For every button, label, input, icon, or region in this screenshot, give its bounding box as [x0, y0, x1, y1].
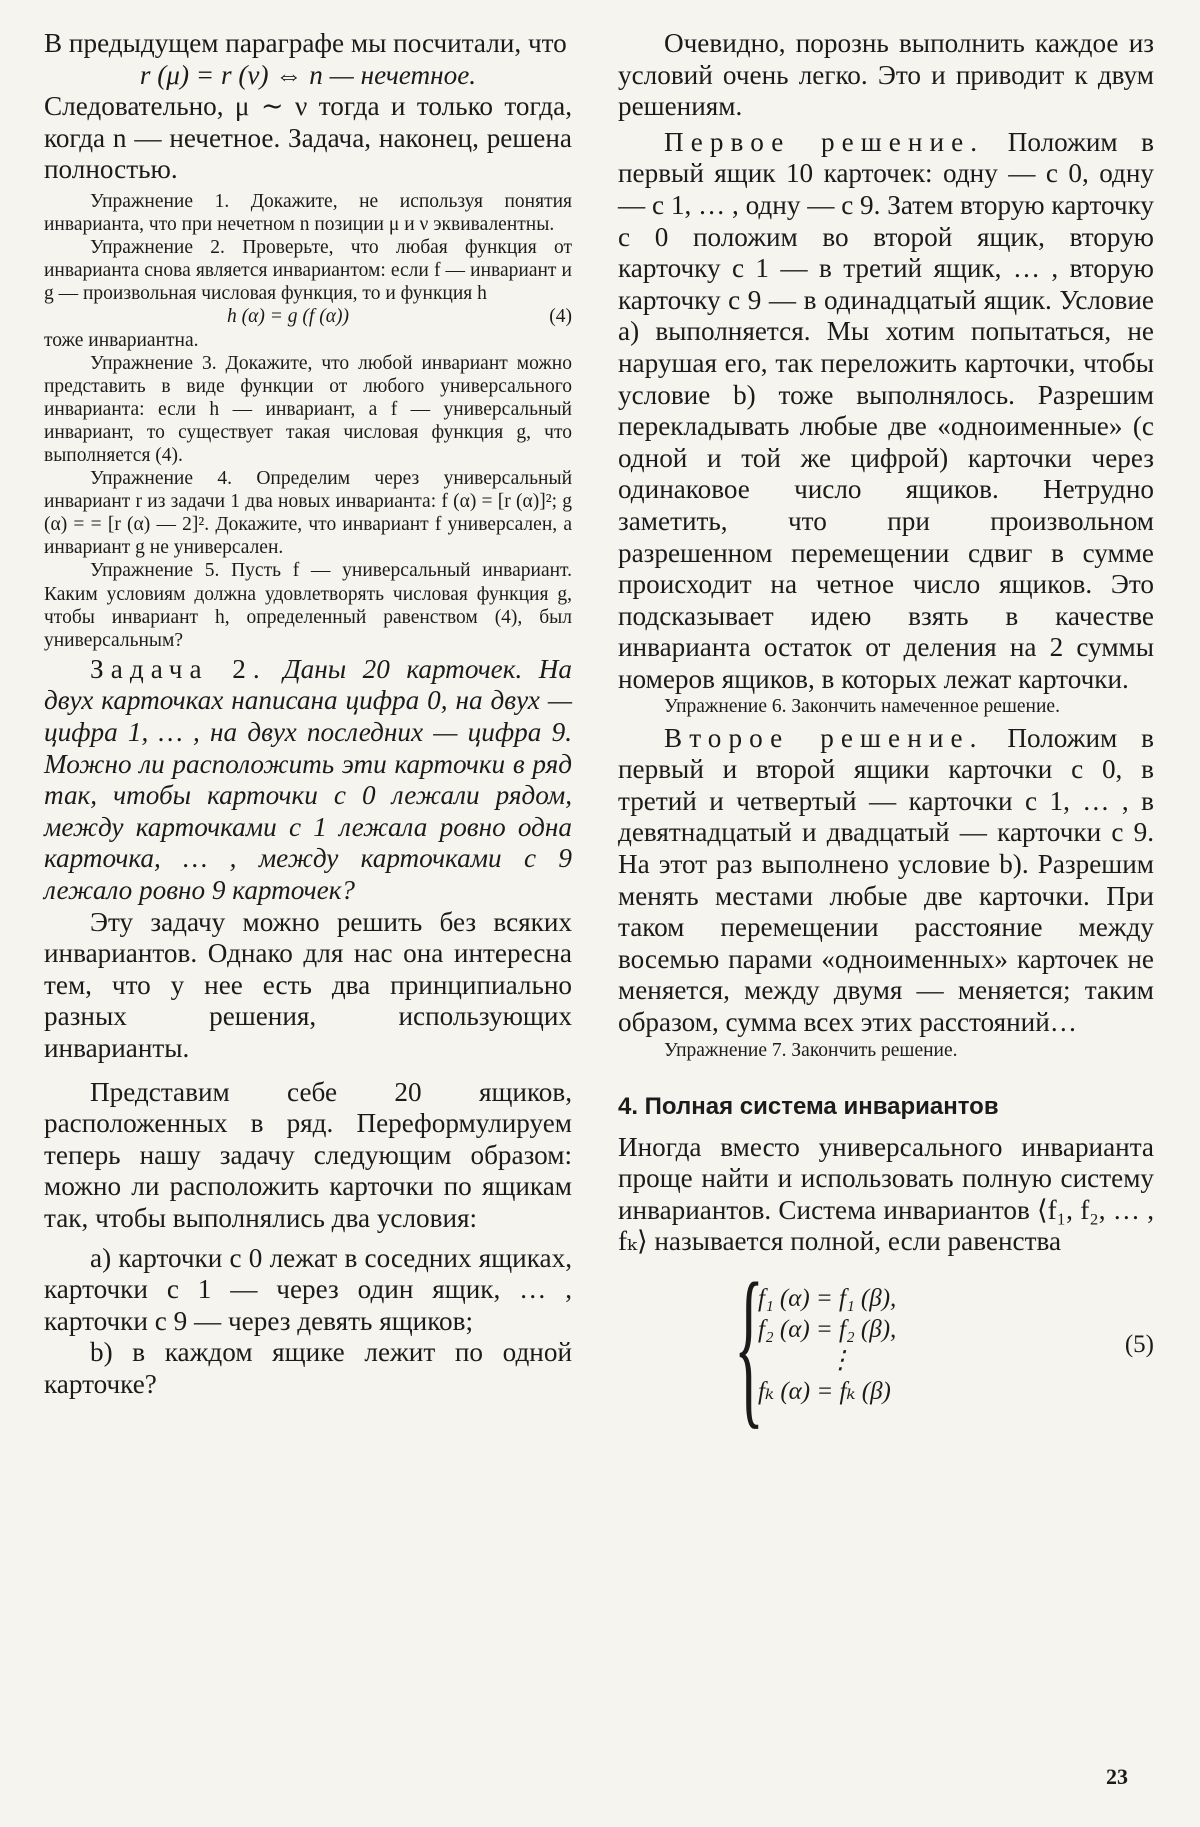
exercise-2: Упражнение 2. Проверьте, что любая функция от инварианта снова является инвариантом: если f — инвариант и g — произвольная числовая функция, то и функция h [44, 237, 572, 305]
first-solution-text: Положим в первый ящик 10 карточек: одну — с 0, одну — с 1, … , одну — с 9. Затем вторую карточку с 0 положим во второй ящик, вторую карточку с 1 — в третий ящик, … , вторую карточку с 9 — в одинадцатый ящик. Условие а) выполняется. Мы хотим попытаться, не нарушая его, так переложить карточки, чтобы условие b) тоже выполнялось. Разрешим перекладывать любые две «одноименные» (с одной и той же цифрой) карточки через одинаковое число ящиков. Нетрудно заметить, что при произвольном разрешенном перемещении сдвиг в сумме происходит на четное число ящиков. Это подсказывает идею взять в качестве инварианта остаток от деления на 2 суммы номеров ящиков, в которых лежат карточки. [618, 126, 1154, 694]
second-solution [618, 723, 1154, 1039]
paragraph: В предыдущем параграфе мы посчитали, что [44, 28, 567, 58]
first-solution [618, 127, 1154, 696]
right-column [618, 28, 1154, 1444]
system-line: f₂ (α) = f₂ (β), [758, 1316, 897, 1344]
equation: r (μ) = r (ν) ⇔ n — нечетное. [139, 59, 477, 90]
system-lines [758, 1283, 1094, 1407]
brace: { [734, 1245, 764, 1444]
exercise-5: Упражнение 5. Пусть f — универсальный инвариант. Каким условиям должна удовлетворять числовая функция g, чтобы инвариант h, определенный равенством (4), был универсальным? [44, 560, 572, 651]
task-2-label: Задача 2. [90, 653, 267, 684]
condition-a: а) карточки с 0 лежат в соседних ящиках, карточки с 1 — через один ящик, … , карточки с 9 — через девять ящиков; [44, 1242, 572, 1336]
equation-4-number: (4) [549, 306, 572, 328]
system-line: fₖ (α) = fₖ (β) [758, 1378, 891, 1406]
paragraph: Эту задачу можно решить без всяких инвариантов. Однако для нас она интересна тем, что у нее есть два принципиально разных решения, использующих инварианты. [44, 906, 572, 1063]
equation-5-number: (5) [1124, 1331, 1154, 1359]
exercise-7: Упражнение 7. Закончить решение. [664, 1039, 958, 1061]
second-solution-text: Положим в первый и второй ящики карточки с 0, в третий и четвертый — карточки с 1, … , в девятнадцатый и двадцатый — карточки с 9. На этот раз выполнено условие b). Разрешим менять местами любые две карточки. При таком перемещении расстояние между восемью парами «одноименных» карточек не меняется, между двумя — меняется; таким образом, сумма всех этих расстояний… [618, 722, 1154, 1037]
paragraph: Следовательно, μ ∼ ν тогда и только тогда, когда n — нечетное. Задача, наконец, решена полностью. [44, 91, 572, 185]
condition-b: b) в каждом ящике лежит по одной карточке? [44, 1337, 572, 1399]
paragraph: Очевидно, порознь выполнить каждое из условий очень легко. Это и приводит к двум решениям. [618, 28, 1154, 122]
second-solution-label: Второе решение. [664, 722, 984, 753]
section-title: 4. Полная система инвариантов [618, 1092, 999, 1120]
page-number: 23 [1106, 1764, 1128, 1789]
system-line: ⋮ [828, 1347, 853, 1375]
exercise-3: Упражнение 3. Докажите, что любой инвариант можно представить в виде функции от любого универсального инварианта: если h — инвариант, а f — универсальный инвариант, то существует такая числовая функция g, что выполняется (4). [44, 352, 572, 466]
system-line: f₁ (α) = f₁ (β), [758, 1285, 897, 1313]
first-solution-label: Первое решение. [664, 126, 985, 157]
paragraph: Представим себе 20 ящиков, расположенных в ряд. Переформулируем теперь нашу задачу следующим образом: можно ли расположить карточки по ящикам так, чтобы выполнялись два условия: [44, 1076, 572, 1233]
task-2 [44, 654, 572, 907]
paragraph: Иногда вместо универсального инварианта проще найти и использовать полную систему инвариантов. Система инвариантов ⟨f₁, f₂, … , fₖ⟩ называется полной, если равенства [618, 1131, 1154, 1257]
equation-4-body: h (α) = g (f (α)) [227, 306, 349, 328]
exercise-2-end: тоже инвариантна. [44, 329, 199, 351]
exercise-4: Упражнение 4. Определим через универсальный инвариант r из задачи 1 два новых инварианта: f (α) = [r (α)]²; g (α) = = [r (α) — 2]². Докажите, что инвариант f универсален, а инвариант g не универсален. [44, 468, 572, 559]
task-2-text: Даны 20 карточек. На двух карточках написана цифра 0, на двух — цифра 1, … , на двух последних — цифра 9. Можно ли расположить эти карточки в ряд так, чтобы карточки с 0 лежали рядом, между карточками с 1 лежала ровно одна карточка, … , между карточками с 9 лежало ровно 9 карточек? [44, 653, 573, 905]
exercise-6: Упражнение 6. Закончить намеченное решение. [664, 696, 1060, 718]
equation-4 [44, 305, 572, 328]
exercise-1: Упражнение 1. Докажите, не используя понятия инварианта, что при нечетном n позиции μ и ν эквивалентны. [44, 190, 572, 236]
left-column [44, 28, 572, 1401]
equation-system-5 [618, 1245, 1154, 1444]
